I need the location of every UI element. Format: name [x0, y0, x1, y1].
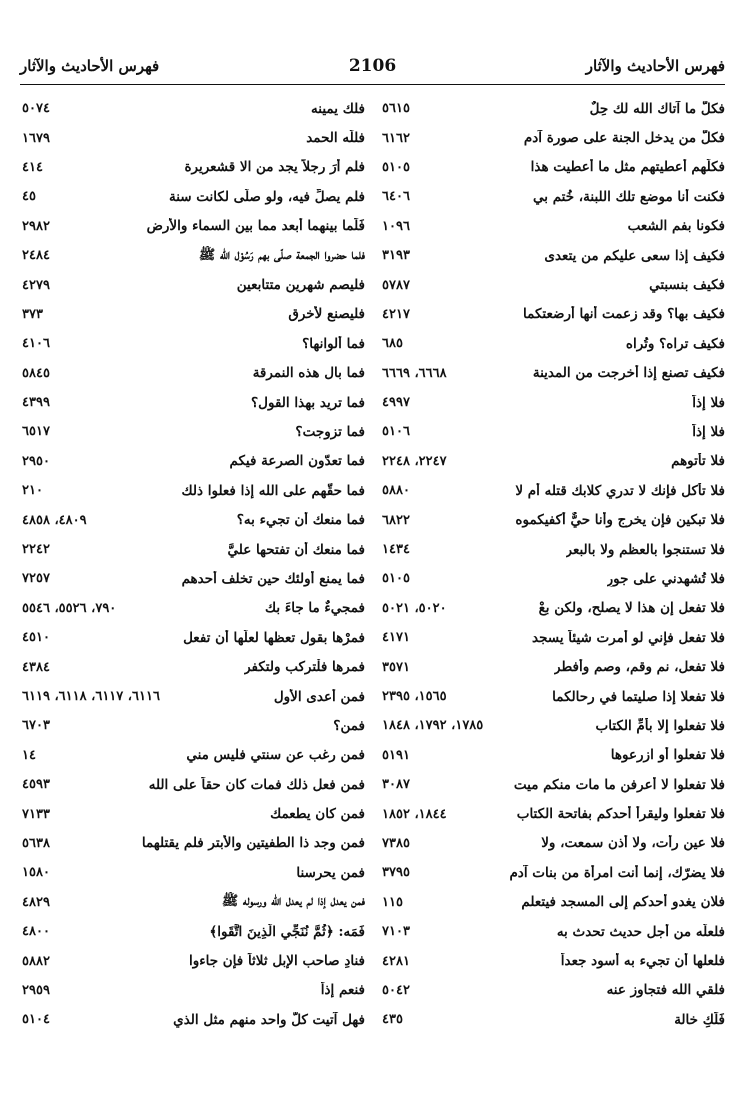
index-entry	[20, 241, 365, 270]
index-entry	[20, 535, 365, 564]
index-entry	[380, 976, 725, 1005]
index-entry	[20, 1005, 365, 1034]
index-entry	[380, 94, 725, 123]
index-entry	[380, 564, 725, 593]
entry-text: فما منعك أن تفتحها عليَّ	[227, 541, 365, 558]
index-entry	[380, 946, 725, 975]
entry-refs: ١٠٩٦	[382, 218, 410, 234]
entry-refs: ٥١٠٥	[382, 159, 410, 175]
index-entry	[380, 623, 725, 652]
entry-refs: ٥١٠٥	[382, 571, 410, 587]
index-entry	[380, 270, 725, 299]
entry-text: فكيف بنسبتي	[649, 277, 725, 294]
entry-text: فلا يضرّك، إنما أنت امرأة من بنات آدم	[509, 864, 725, 881]
index-entry	[20, 829, 365, 858]
index-entry	[20, 359, 365, 388]
entry-refs: ٤٢٨١	[382, 953, 410, 969]
entry-refs: ٥٠٤٢	[382, 982, 410, 998]
entry-text: فكنت أنا موضع تلك اللبنة، خُتم بي	[532, 188, 725, 205]
index-entry	[20, 270, 365, 299]
entry-text: فما ألوانها؟	[302, 335, 365, 352]
index-entry	[380, 212, 725, 241]
index-entry	[380, 535, 725, 564]
entry-text: فمن وجد ذا الطفيتين والأبتر فلم يقتلهما	[141, 835, 365, 852]
page-header	[20, 48, 725, 84]
index-entry	[20, 858, 365, 887]
header-rule	[20, 84, 725, 85]
page-number: 2106	[348, 56, 397, 76]
entry-text: فكلّهم أعطيتهم مثل ما أعطيت هذا	[530, 159, 725, 176]
index-entry	[380, 153, 725, 182]
index-entry	[20, 946, 365, 975]
entry-refs: ٤٨٠٩، ٤٨٥٨	[22, 512, 87, 528]
entry-refs: ٥٨٤٥	[22, 365, 50, 381]
index-entry	[380, 741, 725, 770]
entry-refs: ٥٠٢٠، ٥٠٢١	[382, 600, 447, 616]
running-title-left: فهرس الأحاديث والآثار	[20, 57, 160, 75]
index-entry	[380, 799, 725, 828]
entry-refs: ٢٩٥٠	[22, 453, 50, 469]
entry-refs: ٤٨٠٠	[22, 924, 50, 940]
index-entry	[380, 594, 725, 623]
index-entry	[20, 153, 365, 182]
entry-text: فنعم إذاً	[320, 982, 365, 999]
index-entry	[20, 300, 365, 329]
entry-text: فما تريد بهذا القول؟	[251, 394, 365, 411]
entry-refs: ٧١٣٣	[22, 806, 50, 822]
entry-refs: ١٦٧٩	[22, 130, 50, 146]
entry-text: فلا تأكل فإنك لا تدري كلابك قتله أم لا	[515, 482, 725, 499]
entry-text: فكونا بفم الشعب	[627, 218, 725, 235]
entry-refs: ٤٣٥	[382, 1012, 403, 1028]
index-columns	[20, 94, 725, 1035]
entry-text: فهل آتيت كلّ واحد منهم مثل الذي	[173, 1011, 365, 1028]
entry-refs: ٢٩٥٩	[22, 982, 50, 998]
index-entry	[380, 505, 725, 534]
entry-refs: ٣٥٧١	[382, 659, 410, 675]
index-entry	[380, 858, 725, 887]
entry-text: فلا عين رأت، ولا أذن سمعت، ولا	[541, 835, 725, 852]
index-entry	[20, 182, 365, 211]
index-entry	[20, 976, 365, 1005]
entry-text: فما تزوجت؟	[295, 423, 365, 440]
entry-text: فلقي الله فتجاوز عنه	[606, 982, 725, 999]
entry-refs: ٣٧٣	[22, 306, 43, 322]
entry-refs: ٤١٤	[22, 159, 43, 175]
entry-text: فكلّ من يدخل الجنة على صورة آدم	[523, 130, 725, 147]
index-entry	[380, 359, 725, 388]
entry-text: فلعلها أن تجيء به أسود جعداً	[560, 953, 725, 970]
entry-text: فمن رغب عن سنتي فليس مني	[186, 747, 365, 764]
entry-text: فمن يعدل إذا لم يعدل الله ورسوله ﷺ	[221, 893, 365, 910]
entry-refs: ٦٧٠٣	[22, 718, 50, 734]
entry-refs: ٥٠٧٤	[22, 101, 50, 117]
running-title-right: فهرس الأحاديث والآثار	[585, 57, 725, 75]
entry-text: فما حقّهم على الله إذا فعلوا ذلك	[181, 482, 365, 499]
index-entry	[20, 799, 365, 828]
entry-text: فليصم شهرين متتابعين	[236, 277, 365, 294]
entry-refs: ٧٣٨٥	[382, 835, 410, 851]
index-entry	[20, 564, 365, 593]
index-entry	[380, 300, 725, 329]
entry-text: فلا تفعلوا لا أعرفن ما مات منكم ميت	[513, 776, 725, 793]
entry-text: فكيف تصنع إذا أخرجت من المدينة	[532, 365, 725, 382]
index-entry	[20, 917, 365, 946]
index-entry	[380, 711, 725, 740]
entry-refs: ١٨٤٤، ١٨٥٢	[382, 806, 447, 822]
index-entry	[380, 123, 725, 152]
entry-text: فلا تفعلوا وليقرأ أحدكم بفاتحة الكتاب	[516, 806, 725, 823]
entry-text: فكيف إذا سعى عليكم من يتعدى	[544, 247, 725, 264]
index-entry	[380, 329, 725, 358]
entry-text: فلا تفعلا إذا صليتما في رحالكما	[552, 688, 725, 705]
index-entry	[380, 1005, 725, 1034]
entry-text: فليصنع لأخرق	[288, 306, 365, 323]
entry-text: فلا تفعلوا إلا بأمِّ الكتاب	[595, 717, 725, 734]
index-entry	[20, 94, 365, 123]
entry-text: فلا تفعل فإني لو أمرت شيئاً يسجد	[531, 629, 725, 646]
entry-refs: ٤١٧١	[382, 630, 410, 646]
index-entry	[20, 212, 365, 241]
entry-refs: ٦٨٥	[382, 336, 403, 352]
entry-refs: ٥٦١٥	[382, 101, 410, 117]
index-entry	[20, 682, 365, 711]
entry-refs: ٥١٠٦	[382, 424, 410, 440]
entry-refs: ٤٥	[22, 189, 36, 205]
entry-text: فما يمنع أولئك حين تخلف أحدهم	[181, 570, 365, 587]
entry-text: فللّه الحمد	[306, 130, 365, 147]
entry-refs: ٤٢٧٩	[22, 277, 50, 293]
index-entry	[20, 447, 365, 476]
entry-text: فمن فعل ذلك فمات كان حقاً على الله	[148, 776, 365, 793]
entry-refs: ٣٧٩٥	[382, 865, 410, 881]
index-entry	[20, 123, 365, 152]
entry-refs: ٤١٠٦	[22, 336, 50, 352]
entry-refs: ٤٣٨٤	[22, 659, 50, 675]
entry-text: فَلَكِ خالة	[674, 1011, 725, 1028]
entry-refs: ٣١٩٣	[382, 248, 410, 264]
index-entry	[20, 741, 365, 770]
entry-text: فكلّ ما آتاك الله لك حِلٌ	[589, 100, 725, 117]
entry-text: فلان يغدو أحدكم إلى المسجد فيتعلم	[521, 894, 725, 911]
entry-refs: ٤٢١٧	[382, 306, 410, 322]
entry-text: فكيف تراه؟ وتُراه	[625, 335, 725, 352]
index-entry	[380, 417, 725, 446]
entry-refs: ٦٦٦٨، ٦٦٦٩	[382, 365, 447, 381]
entry-refs: ١٤٣٤	[382, 542, 410, 558]
entry-refs: ٥١٠٤	[22, 1012, 50, 1028]
entry-text: فلا تستنجوا بالعظم ولا بالبعر	[565, 541, 725, 558]
entry-text: فلا تفعلوا أو ازرعوها	[610, 747, 725, 764]
entry-refs: ٥١٩١	[382, 747, 410, 763]
index-entry	[380, 917, 725, 946]
entry-text: فمن كان يطعمك	[270, 806, 365, 823]
entry-refs: ٢١٠	[22, 483, 43, 499]
entry-refs: ٦٨٢٢	[382, 512, 410, 528]
entry-refs: ٢٢٤٢	[22, 542, 50, 558]
entry-refs: ٤٣٩٩	[22, 395, 50, 411]
entry-text: فلعلّه من أجل حديث تحدث به	[556, 923, 725, 940]
entry-refs: ٦٥١٧	[22, 424, 50, 440]
index-entry	[20, 476, 365, 505]
index-entry	[20, 623, 365, 652]
entry-refs: ١٤	[22, 747, 36, 763]
index-entry	[20, 594, 365, 623]
entry-refs: ٥٧٨٧	[382, 277, 410, 293]
entry-refs: ٤٩٩٧	[382, 395, 410, 411]
entry-refs: ٧١٠٣	[382, 924, 410, 940]
entry-text: فمجيءٌ ما جاءَ بك	[265, 600, 365, 617]
right-column	[380, 94, 725, 1035]
entry-refs: ٣٠٨٧	[382, 777, 410, 793]
left-column	[20, 94, 365, 1035]
index-entry	[380, 652, 725, 681]
entry-text: فلا تُشهدني على جورٍ	[606, 570, 725, 587]
index-entry	[20, 417, 365, 446]
entry-text: فما تعدّون الصرعة فيكم	[229, 453, 365, 470]
entry-refs: ٦١٦٢	[382, 130, 410, 146]
entry-text: فما منعك أن تجيء به؟	[236, 512, 365, 529]
entry-refs: ٤٥١٠	[22, 630, 50, 646]
index-entry	[380, 447, 725, 476]
entry-refs: ١٧٨٥، ١٧٩٢، ١٨٤٨	[382, 718, 484, 734]
index-entry	[380, 241, 725, 270]
entry-refs: ٦١١٦، ٦١١٧، ٦١١٨، ٦١١٩	[22, 689, 160, 704]
entry-text: فلك يمينه	[311, 100, 365, 117]
entry-text: فلا تبكين فإن يخرج وأنا حيٌّ أكفيكموه	[515, 512, 725, 529]
index-entry	[20, 505, 365, 534]
entry-text: فمرها فلْتركب ولتكفر	[244, 659, 365, 676]
entry-refs: ١٥٨٠	[22, 865, 50, 881]
entry-text: فلا إذاً	[692, 423, 725, 440]
entry-refs: ١٥٦٥، ٢٣٩٥	[382, 689, 447, 704]
index-entry	[20, 888, 365, 917]
entry-refs: ٥٨٨٠	[382, 483, 410, 499]
entry-refs: ٤٥٩٣	[22, 777, 50, 793]
entry-refs: ٢٤٨٤	[22, 248, 50, 264]
index-entry	[380, 388, 725, 417]
index-entry	[20, 711, 365, 740]
entry-text: فلا تأتوهم	[671, 453, 725, 470]
entry-text: فمرْها بقول تعظها لعلّها أن تفعل	[183, 629, 365, 646]
entry-refs: ٥٦٣٨	[22, 835, 50, 851]
entry-refs: ١١٥	[382, 894, 403, 910]
entry-refs: ٥٨٨٢	[22, 953, 50, 969]
index-entry	[380, 476, 725, 505]
entry-refs: ٢٢٤٧، ٢٢٤٨	[382, 453, 447, 469]
entry-text: فلم أرَ رجلاً يجد من الا قشعريرة	[184, 159, 365, 176]
entry-refs: ٢٩٨٢	[22, 218, 50, 234]
index-entry	[20, 770, 365, 799]
index-entry	[20, 652, 365, 681]
entry-text: فلا تفعل، نم وقم، وصم وأفطر	[554, 659, 725, 676]
index-entry	[380, 682, 725, 711]
index-entry	[380, 829, 725, 858]
entry-text: فَلَما بينهما أبعد مما بين السماء والأرض	[146, 218, 365, 235]
entry-refs: ٤٨٢٩	[22, 894, 50, 910]
entry-text: فنادِ صاحب الإبل ثلاثاً فإن جاءوا	[188, 953, 365, 970]
index-entry	[380, 770, 725, 799]
entry-text: فَمَه: ﴿ثُمَّ نُنَجِّي الَّذِينَ اتَّقَوا﴾	[209, 923, 365, 940]
entry-text: فلا تفعل إن هذا لا يصلح، ولكن بعْ	[538, 600, 725, 617]
entry-text: فمن؟	[333, 717, 365, 734]
index-entry	[20, 388, 365, 417]
entry-refs: ٧٩٠، ٥٥٢٦، ٥٥٤٦	[22, 600, 117, 616]
entry-text: فلا إذاً	[692, 394, 725, 411]
entry-text: فمن يحرسنا	[296, 864, 365, 881]
entry-refs: ٧٢٥٧	[22, 571, 50, 587]
entry-text: فلم يصلِّ فيه، ولو صلّى لكانت سنة	[168, 188, 365, 205]
entry-refs: ٦٤٠٦	[382, 189, 410, 205]
entry-text: فلما حضروا الجمعة صلّى بهم رَسُوْل الله ﷺ	[198, 246, 365, 263]
index-entry	[20, 329, 365, 358]
entry-text: فمن أعدى الأول	[273, 688, 365, 705]
index-entry	[380, 888, 725, 917]
entry-text: فما بال هذه النمرقة	[252, 365, 365, 382]
entry-text: فكيف بها؟ وقد زعمت أنها أرضعتكما	[523, 306, 725, 323]
index-entry	[380, 182, 725, 211]
